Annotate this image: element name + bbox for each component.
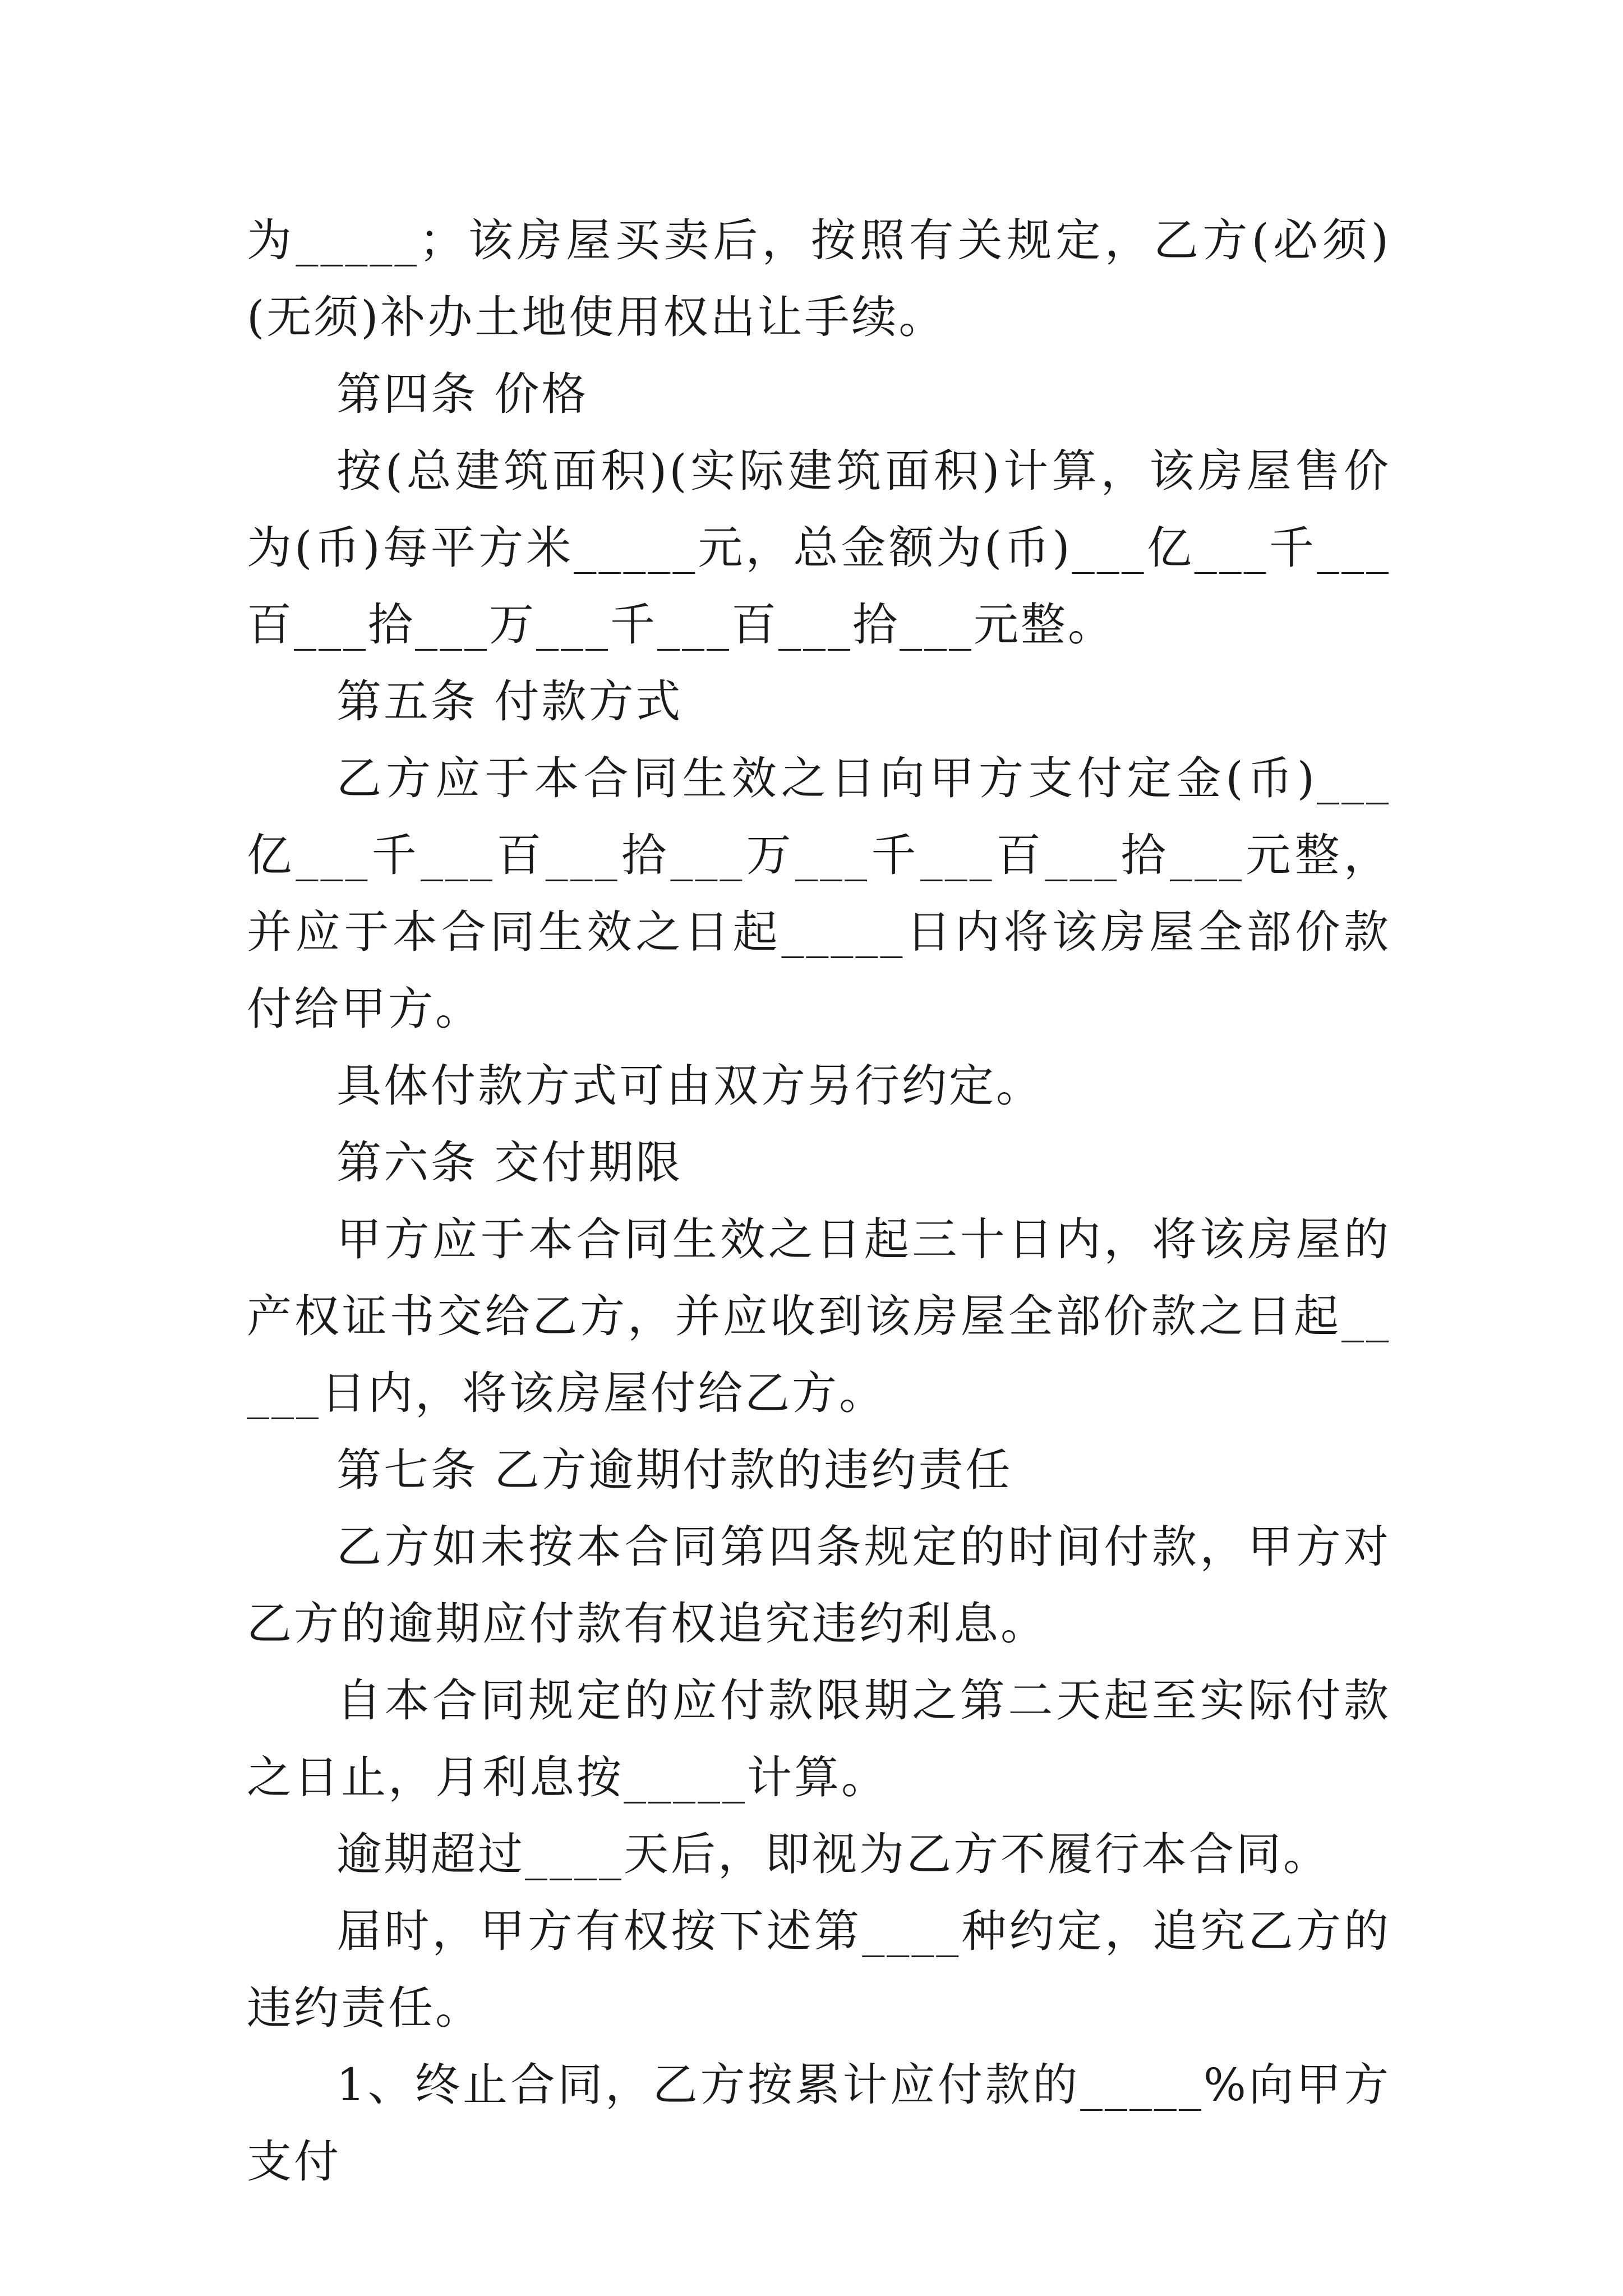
article-6-heading: 第六条 交付期限: [336, 1137, 683, 1189]
paragraph-liability-option: 届时，甲方有权按下述第____种约定，追究乙方的违约责任。: [247, 1905, 1391, 2034]
paragraph-monthly-interest: 自本合同规定的应付款限期之第二天起至实际付款之日止，月利息按_____计算。: [247, 1674, 1391, 1803]
paragraph-payment-method: 具体付款方式可由双方另行约定。: [336, 1060, 1043, 1112]
paragraph-deposit: 乙方应于本合同生效之日向甲方支付定金(币)___亿___千___百___拾___万___千___百___拾___元整，并应于本合同生效之日起_____日内将该房屋全部价款付给甲方。: [247, 752, 1391, 1035]
paragraph-land-use: 为_____；该房屋买卖后，按照有关规定，乙方(必须)(无须)补办土地使用权出让手续。: [247, 214, 1391, 343]
article-7-heading: 第七条 乙方逾期付款的违约责任: [336, 1444, 1013, 1496]
paragraph-overdue-interest: 乙方如未按本合同第四条规定的时间付款，甲方对乙方的逾期应付款有权追究违约利息。: [247, 1521, 1391, 1650]
paragraph-delivery: 甲方应于本合同生效之日起三十日内，将该房屋的产权证书交给乙方，并应收到该房屋全部价款之日起_____日内，将该房屋付给乙方。: [247, 1213, 1391, 1419]
paragraph-price: 按(总建筑面积)(实际建筑面积)计算，该房屋售价为(币)每平方米_____元，总金额为(币)___亿___千___百___拾___万___千___百___拾___元整。: [247, 445, 1391, 651]
document-body: [247, 202, 1391, 2200]
article-5-heading: 第五条 付款方式: [336, 675, 683, 728]
article-4-heading: 第四条 价格: [336, 368, 589, 420]
paragraph-terminate: 1、终止合同，乙方按累计应付款的_____%向甲方支付: [247, 2059, 1391, 2188]
paragraph-overdue-days: 逾期超过____天后，即视为乙方不履行本合同。: [336, 1828, 1330, 1880]
